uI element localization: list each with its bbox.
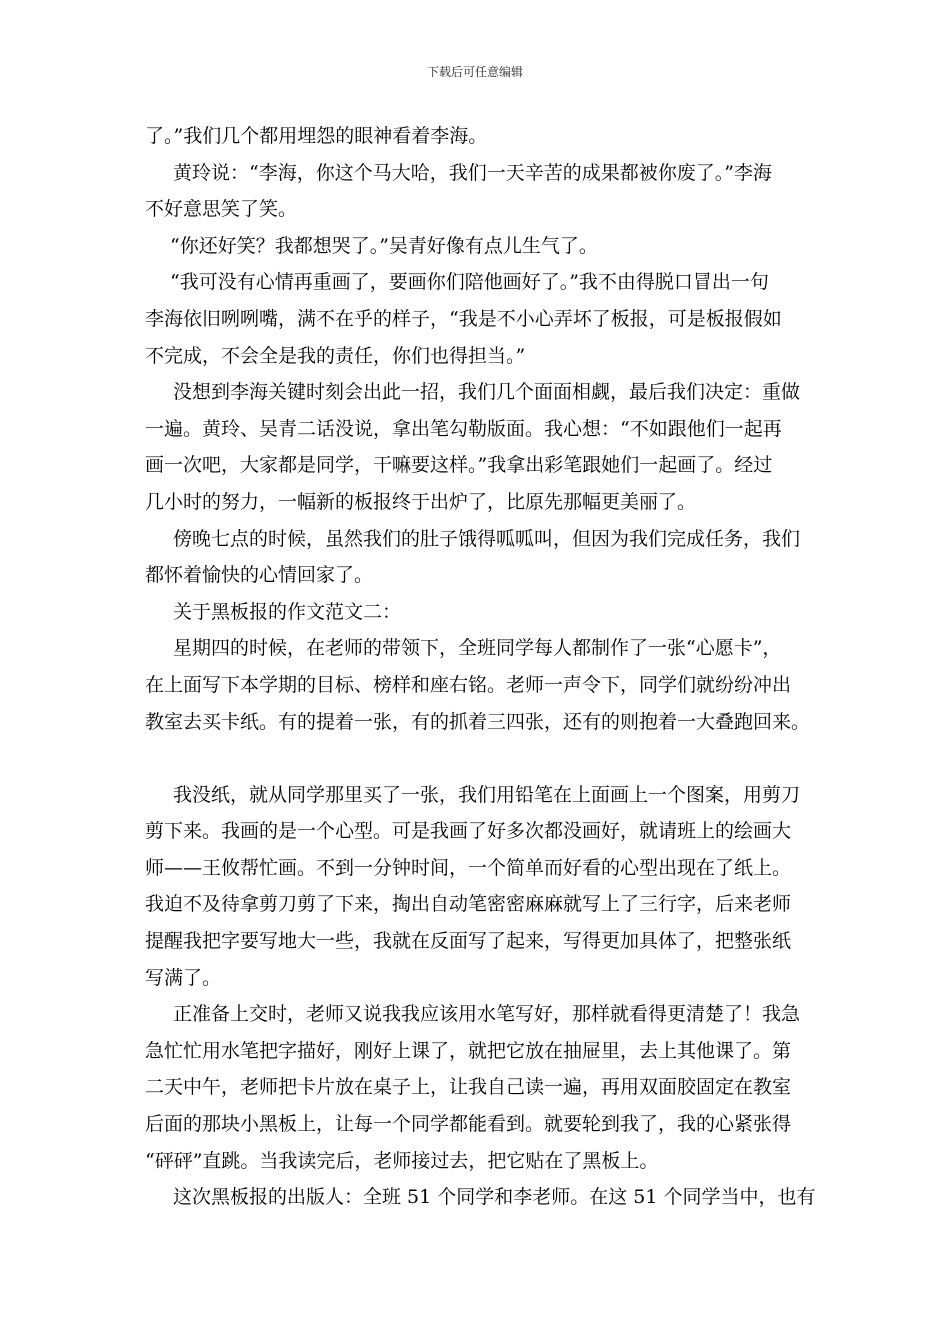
section-heading: 关于黑板报的作文范文二： bbox=[173, 600, 402, 623]
paragraph-start: 我没纸，就从同学那里买了一张，我们用铅笔在上面画上一个图案，用剪刀 bbox=[173, 783, 801, 806]
text-line: 师——王攸帮忙画。不到一分钟时间，一个简单而好看的心型出现在了纸上。 bbox=[145, 856, 792, 879]
text-line: 后面的那块小黑板上，让每一个同学都能看到。就要轮到我了，我的心紧张得 bbox=[145, 1113, 792, 1136]
paragraph-start: 黄玲说：“李海，你这个马大哈，我们一天辛苦的成果都被你废了。”李海 bbox=[173, 161, 772, 184]
text-line: 了。”我们几个都用埋怨的眼神看着李海。 bbox=[145, 125, 488, 147]
text-line: 教室去买卡纸。有的提着一张，有的抓着三四张，还有的则抱着一大叠跑回来。 bbox=[145, 710, 811, 733]
text-line: 都怀着愉快的心情回家了。 bbox=[145, 564, 374, 587]
text-line: 不完成，不会全是我的责任，你们也得担当。” bbox=[145, 344, 526, 367]
text-line: 急忙忙用水笔把字描好，刚好上课了，就把它放在抽屉里，去上其他课了。第 bbox=[145, 1039, 792, 1062]
text-line: 提醒我把字要写地大一些，我就在反面写了起来，写得更加具体了，把整张纸 bbox=[145, 930, 792, 953]
text-line: 李海依旧咧咧嘴，满不在乎的样子，“我是不小心弄坏了板报，可是板报假如 bbox=[145, 307, 782, 330]
paragraph-start: 没想到李海关键时刻会出此一招，我们几个面面相觑，最后我们决定：重做 bbox=[173, 381, 801, 404]
paragraph-start: 这次黑板报的出版人：全班 51 个同学和李老师。在这 51 个同学当中，也有 bbox=[173, 1186, 816, 1209]
paragraph-start: 星期四的时候，在老师的带领下，全班同学每人都制作了一张“心愿卡”， bbox=[173, 637, 782, 660]
text-line: 不好意思笑了笑。 bbox=[145, 198, 298, 221]
text-line: 在上面写下本学期的目标、榜样和座右铭。老师一声令下，同学们就纷纷冲出 bbox=[145, 673, 792, 696]
text-line: “砰砰”直跳。当我读完后，老师接过去，把它贴在了黑板上。 bbox=[145, 1149, 659, 1172]
text-line: 画一次吧，大家都是同学，干嘛要这样。”我拿出彩笔跟她们一起画了。经过 bbox=[145, 454, 773, 477]
paragraph-start: “你还好笑？我都想哭了。”吴青好像有点儿生气了。 bbox=[170, 234, 598, 257]
text-line: 剪下来。我画的是一个心型。可是我画了好多次都没画好，就请班上的绘画大 bbox=[145, 820, 792, 843]
paragraph-start: 傍晚七点的时候，虽然我们的肚子饿得呱呱叫，但因为我们完成任务，我们 bbox=[173, 527, 801, 550]
blank-line bbox=[145, 740, 815, 777]
paragraph-start: 正准备上交时，老师又说我我应该用水笔写好，那样就看得更清楚了！我急 bbox=[173, 1003, 801, 1026]
text-line: 二天中午，老师把卡片放在桌子上，让我自己读一遍，再用双面胶固定在教室 bbox=[145, 1076, 792, 1099]
document-body bbox=[145, 118, 815, 1216]
text-line: 几小时的努力，一幅新的板报终于出炉了，比原先那幅更美丽了。 bbox=[145, 490, 697, 513]
text-line: 写满了。 bbox=[145, 966, 222, 989]
text-line: 我迫不及待拿剪刀剪了下来，掏出自动笔密密麻麻就写上了三行字，后来老师 bbox=[145, 893, 792, 916]
text-line: 一遍。黄玲、吴青二话没说，拿出笔勾勒版面。我心想：“不如跟他们一起再 bbox=[145, 417, 782, 440]
paragraph-start: “我可没有心情再重画了，要画你们陪他画好了。”我不由得脱口冒出一句 bbox=[170, 271, 769, 294]
page-header: 下载后可任意编辑 bbox=[426, 65, 523, 79]
